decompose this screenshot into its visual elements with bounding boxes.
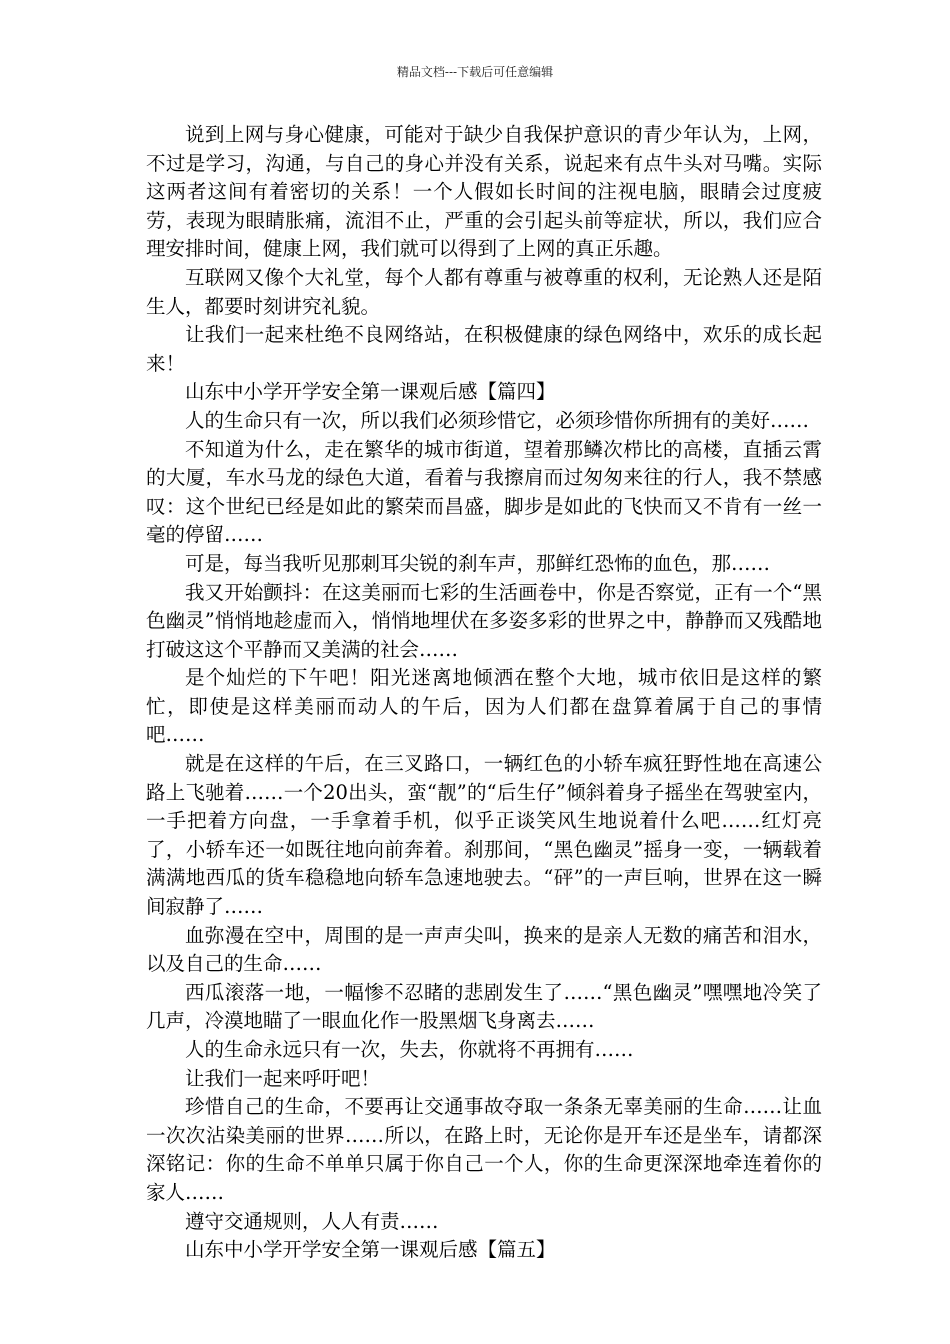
paragraph: 是个灿烂的下午吧！阳光迷离地倾洒在整个大地，城市依旧是这样的繁忙，即使是这样美丽而动人的午后，因为人们都在盘算着属于自己的事情吧……	[146, 666, 822, 747]
section-heading: 山东中小学开学安全第一课观后感【篇五】	[185, 1238, 556, 1262]
document-body	[146, 121, 822, 1265]
paragraph: 我又开始颤抖：在这美丽而七彩的生活画卷中，你是否察觉，正有一个“黑色幽灵”悄悄地趁虚而入，悄悄地埋伏在多姿多彩的世界之中，静静而又残酷地打破这这个平静而又美满的社会……	[146, 580, 822, 661]
paragraph: 说到上网与身心健康，可能对于缺少自我保护意识的青少年认为，上网，不过是学习，沟通，与自己的身心并没有关系，说起来有点牛头对马嘴。实际这两者这间有着密切的关系！一个人假如长时间的注视电脑，眼睛会过度疲劳，表现为眼睛胀痛，流泪不止，严重的会引起头前等症状，所以，我们应合理安排时间，健康上网，我们就可以得到了上网的真正乐趣。	[146, 123, 822, 261]
paragraph: 西瓜滚落一地，一幅惨不忍睹的悲剧发生了……“黑色幽灵”嘿嘿地冷笑了几声，冷漠地瞄了一眼血化作一股黑烟飞身离去……	[146, 980, 822, 1033]
paragraph: 遵守交通规则，人人有责……	[185, 1209, 439, 1233]
paragraph: 让我们一起来呼吁吧！	[185, 1066, 381, 1090]
paragraph: 珍惜自己的生命，不要再让交通事故夺取一条条无辜美丽的生命……让血一次次沾染美丽的世界……所以，在路上时，无论你是开车还是坐车，请都深深铭记：你的生命不单单只属于你自己一个人，你的生命更深深地牵连着你的家人……	[146, 1095, 822, 1204]
paragraph: 血弥漫在空中，周围的是一声声尖叫，换来的是亲人无数的痛苦和泪水，以及自己的生命……	[146, 923, 822, 976]
paragraph: 互联网又像个大礼堂，每个人都有尊重与被尊重的权利，无论熟人还是陌生人，都要时刻讲究礼貌。	[146, 265, 822, 318]
paragraph: 人的生命只有一次，所以我们必须珍惜它，必须珍惜你所拥有的美好……	[185, 408, 810, 432]
page-header: 精品文档---下载后可任意编辑	[396, 65, 554, 79]
section-heading: 山东中小学开学安全第一课观后感【篇四】	[185, 380, 556, 404]
paragraph: 不知道为什么，走在繁华的城市街道，望着那鳞次栉比的高楼，直插云霄的大厦，车水马龙的绿色大道，看着与我擦肩而过匆匆来往的行人，我不禁感叹：这个世纪已经是如此的繁荣而昌盛，脚步是如此的飞快而又不肯有一丝一毫的停留……	[146, 437, 822, 547]
paragraph: 就是在这样的午后，在三叉路口，一辆红色的小轿车疯狂野性地在高速公路上飞驰着……一个20出头，蛮“靓”的“后生仔”倾斜着身子摇坐在驾驶室内，一手把着方向盘，一手拿着手机，似乎正谈笑风生地说着什么吧……红灯亮了，小轿车还一如既往地向前奔着。刹那间，“黑色幽灵”摇身一变，一辆载着满满地西瓜的货车稳稳地向轿车急速地驶去。“砰”的一声巨响，世界在这一瞬间寂静了……	[146, 752, 822, 919]
paragraph: 可是，每当我听见那刺耳尖锐的刹车声，那鲜红恐怖的血色，那……	[185, 551, 771, 575]
paragraph: 人的生命永远只有一次，失去，你就将不再拥有……	[185, 1038, 634, 1061]
paragraph: 让我们一起来杜绝不良网络站，在积极健康的绿色网络中，欢乐的成长起来！	[146, 323, 822, 375]
